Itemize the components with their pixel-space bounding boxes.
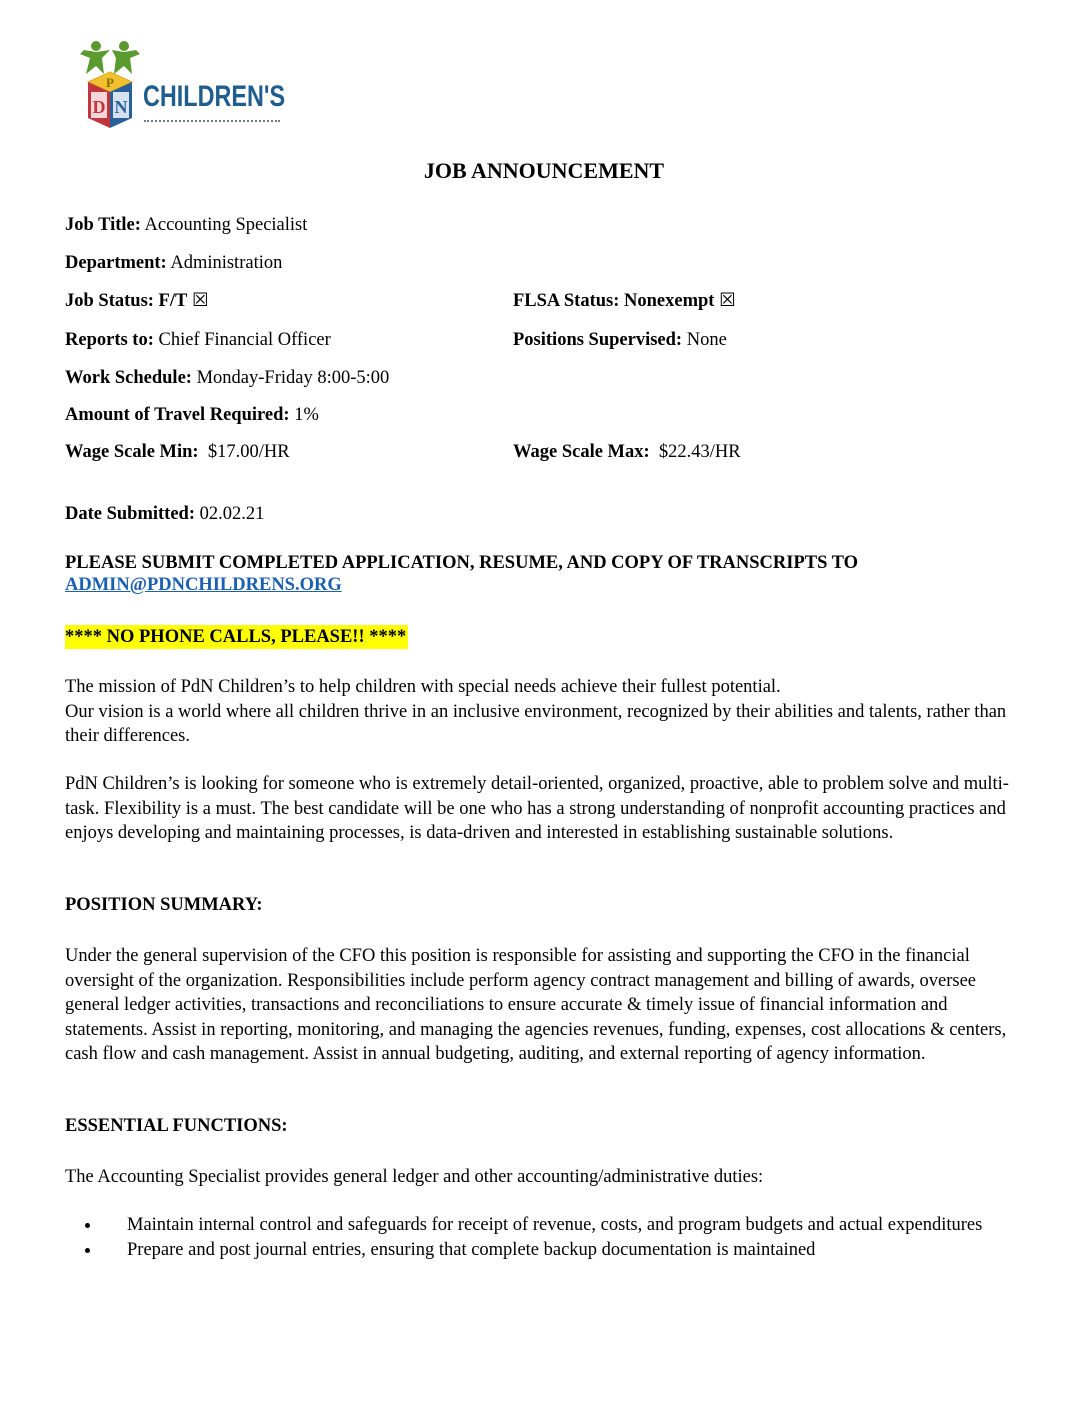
list-item-text: Prepare and post journal entries, ensuring that complete backup documentation is maintained: [127, 1239, 816, 1260]
vision-text: Our vision is a world where all children thrive in an inclusive environment, recognized by their abilities and talents, rather than their differences.: [65, 701, 1007, 746]
field-positions-supervised: [513, 330, 727, 351]
field-label: Work Schedule:: [65, 368, 192, 388]
bullet-icon: [85, 1248, 90, 1253]
svg-text:P: P: [106, 75, 114, 90]
field-value: Monday-Friday 8:00-5:00: [196, 368, 390, 388]
looking-for-paragraph: PdN Children’s is looking for someone who is extremely detail-oriented, organized, proactive, able to problem solve and multi-task. Flexibility is a must. The best candidate will be one who has a strong understanding of nonprofit accounting practices and enjoys developing and maintaining processes, is data-driven and interested in establishing sustainable solutions.: [65, 774, 1009, 843]
field-label: Department:: [65, 253, 167, 273]
email-link[interactable]: ADMIN@PDNCHILDRENS.ORG: [65, 575, 342, 595]
field-label: Positions Supervised:: [513, 330, 683, 350]
logo-blocks-icon: [78, 40, 148, 135]
position-summary-heading: POSITION SUMMARY:: [65, 895, 263, 915]
field-department: [65, 253, 282, 274]
field-value: 02.02.21: [199, 504, 265, 524]
submit-text: PLEASE SUBMIT COMPLETED APPLICATION, RESUME, AND COPY OF TRANSCRIPTS TO: [65, 553, 859, 573]
field-label: Reports to:: [65, 330, 154, 350]
svg-text:D: D: [92, 97, 106, 117]
mission-text: The mission of PdN Children’s to help children with special needs achieve their fullest potential.: [65, 677, 781, 697]
field-reports-to: [65, 330, 331, 351]
essential-functions-intro: The Accounting Specialist provides general ledger and other accounting/administrative duties:: [65, 1167, 764, 1187]
field-value: 1%: [294, 405, 319, 425]
field-value: Accounting Specialist: [144, 215, 308, 235]
field-date-submitted: [65, 504, 264, 525]
children-figures-icon: [80, 41, 140, 74]
field-label: Amount of Travel Required:: [65, 405, 290, 425]
essential-functions-list: [65, 1213, 1025, 1262]
bullet-icon: [85, 1223, 90, 1228]
checkbox-checked-icon: ☒: [719, 291, 736, 311]
field-wage-max: [513, 442, 741, 463]
field-job-title: [65, 215, 307, 236]
field-flsa-status: [513, 290, 736, 312]
logo-wordmark: CHILDREN'S: [143, 80, 286, 113]
list-item-text: Maintain internal control and safeguards for receipt of revenue, costs, and program budgets and actual expenditures: [127, 1215, 983, 1235]
field-job-status: [65, 290, 209, 312]
field-label: FLSA Status: Nonexempt: [513, 291, 715, 311]
field-value: Administration: [170, 253, 283, 273]
field-wage-min: [65, 442, 290, 463]
field-work-schedule: [65, 368, 389, 389]
field-value: Chief Financial Officer: [158, 330, 331, 350]
field-value: $22.43/HR: [658, 442, 741, 462]
svg-text:N: N: [114, 97, 128, 117]
field-label: Wage Scale Min:: [65, 442, 199, 462]
field-label: Wage Scale Max:: [513, 442, 650, 462]
field-travel: [65, 405, 319, 426]
logo-tagline: [144, 120, 280, 125]
field-label: Job Status: F/T: [65, 291, 188, 311]
list-item: [65, 1213, 1025, 1238]
field-label: Date Submitted:: [65, 504, 196, 524]
field-value: None: [686, 330, 727, 350]
submit-instructions: [65, 552, 1025, 596]
field-label: Job Title:: [65, 215, 141, 235]
pdn-childrens-logo: [78, 40, 288, 135]
checkbox-checked-icon: ☒: [191, 291, 209, 311]
position-summary-text: Under the general supervision of the CFO this position is responsible for assisting and supporting the CFO in the financial oversight of the organization. Responsibilities include perform agency contract management and billing of awards, oversee general ledger activities, transactions and reconciliations to ensure accurate & timely issue of financial information and statements. Assist in reporting, monitoring, and managing the agencies revenues, funding, expenses, cost allocations & centers, cash flow and cash management. Assist in annual budgeting, auditing, and external reporting of agency information.: [65, 946, 1007, 1064]
no-phone-calls-notice: **** NO PHONE CALLS, PLEASE!! ****: [65, 627, 407, 647]
essential-functions-heading: ESSENTIAL FUNCTIONS:: [65, 1116, 288, 1136]
field-value: $17.00/HR: [207, 442, 290, 462]
page-title: JOB ANNOUNCEMENT: [423, 158, 665, 183]
mission-paragraph: [65, 675, 1025, 749]
list-item: [65, 1238, 1025, 1263]
